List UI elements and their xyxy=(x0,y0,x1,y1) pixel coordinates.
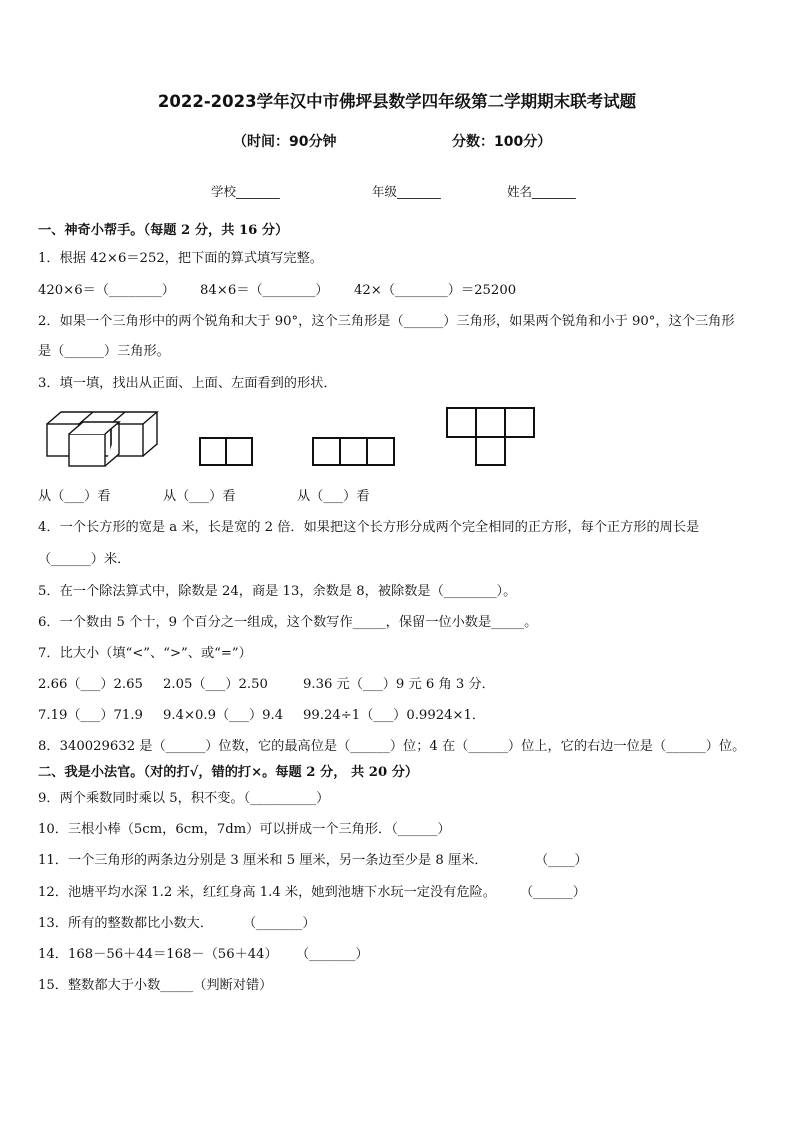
question-2-line2: 是（______）三角形。 xyxy=(38,344,170,359)
q11-answer-bracket: （____） xyxy=(535,853,588,868)
q7-compare-5: 9.4×0.9（___）9.4 xyxy=(163,708,284,723)
question-11: 11．一个三角形的两条边分别是 3 厘米和 5 厘米，另一条边至少是 8 厘米． xyxy=(38,853,488,868)
question-10: 10．三根小棒（5cm，6cm，7dm）可以拼成一个三角形．（______） xyxy=(38,822,451,837)
name-field[interactable]: 姓名_______ xyxy=(507,184,576,199)
q1-blank-b: 84×6＝（________） xyxy=(200,283,329,298)
q14-answer-bracket: （_______） xyxy=(296,947,369,962)
q1-blank-a: 420×6＝（________） xyxy=(38,283,175,298)
question-15: 15．整数都大于小数_____（判断对错） xyxy=(38,978,273,993)
q7-compare-4: 7.19（___）71.9 xyxy=(38,708,143,723)
question-4-line1: 4．一个长方形的宽是 a 米，长是宽的 2 倍．如果把这个长方形分成两个完全相同的正方形，每个正方形的周长是 xyxy=(38,520,700,535)
school-field[interactable]: 学校_______ xyxy=(211,184,280,199)
three-squares-view xyxy=(312,437,396,467)
q3-view-label-2: 从（___）看 xyxy=(163,489,236,504)
question-1: 1．根据 42×6＝252，把下面的算式填写完整。 xyxy=(38,251,323,266)
q7-compare-2: 2.05（___）2.50 xyxy=(163,677,268,692)
section-2-heading: 二、我是小法官。（对的打√，错的打×。每题 2 分， 共 20 分） xyxy=(38,765,419,780)
question-8: 8．340029632 是（______）位数，它的最高位是（______）位；4 在（______）位上，它的右边一位是（______）位。 xyxy=(38,739,746,754)
page-title: 2022-2023学年汉中市佛坪县数学四年级第二学期期末联考试题 xyxy=(157,92,637,111)
t-shape-view xyxy=(446,407,536,467)
question-6: 6．一个数由 5 个十，9 个百分之一组成，这个数写作_____，保留一位小数是_____。 xyxy=(38,615,538,630)
question-13: 13．所有的整数都比小数大． xyxy=(38,916,214,931)
question-5: 5．在一个除法算式中，除数是 24，商是 13，余数是 8，被除数是（________）。 xyxy=(38,584,517,599)
q3-view-label-1: 从（___）看 xyxy=(38,489,111,504)
question-9: 9．两个乘数同时乘以 5，积不变。（__________） xyxy=(38,791,330,806)
section-1-heading: 一、神奇小帮手。（每题 2 分，共 16 分） xyxy=(38,223,289,238)
grade-field[interactable]: 年级_______ xyxy=(372,184,441,199)
question-3: 3．填一填，找出从正面、上面、左面看到的形状． xyxy=(38,376,337,391)
q1-blank-c: 42×（________）＝25200 xyxy=(354,283,517,298)
q7-compare-1: 2.66（___）2.65 xyxy=(38,677,143,692)
question-7: 7．比大小（填“<”、“>”、或“=”） xyxy=(38,646,252,661)
question-14: 14．168－56＋44＝168－（56＋44） xyxy=(38,947,278,962)
two-squares-view xyxy=(199,437,255,467)
cube-stack-figure xyxy=(45,410,160,468)
q7-compare-3: 9.36 元（___）9 元 6 角 3 分． xyxy=(303,677,495,692)
q12-answer-bracket: （______） xyxy=(520,885,586,900)
q13-answer-bracket: （_______） xyxy=(243,916,316,931)
question-2-line1: 2．如果一个三角形中的两个锐角和大于 90°，这个三角形是（______）三角形，如果两个锐角和小于 90°，这个三角形 xyxy=(38,314,735,329)
exam-score: 分数：100分） xyxy=(452,134,552,150)
question-12: 12．池塘平均水深 1.2 米，红红身高 1.4 米，她到池塘下水玩一定没有危险。 xyxy=(38,885,496,900)
question-4-line2: （______）米． xyxy=(38,552,131,567)
q7-compare-6: 99.24÷1（___）0.9924×1． xyxy=(303,708,486,723)
q3-view-label-3: 从（___）看 xyxy=(297,489,370,504)
exam-time: （时间：90分钟 xyxy=(233,134,337,150)
